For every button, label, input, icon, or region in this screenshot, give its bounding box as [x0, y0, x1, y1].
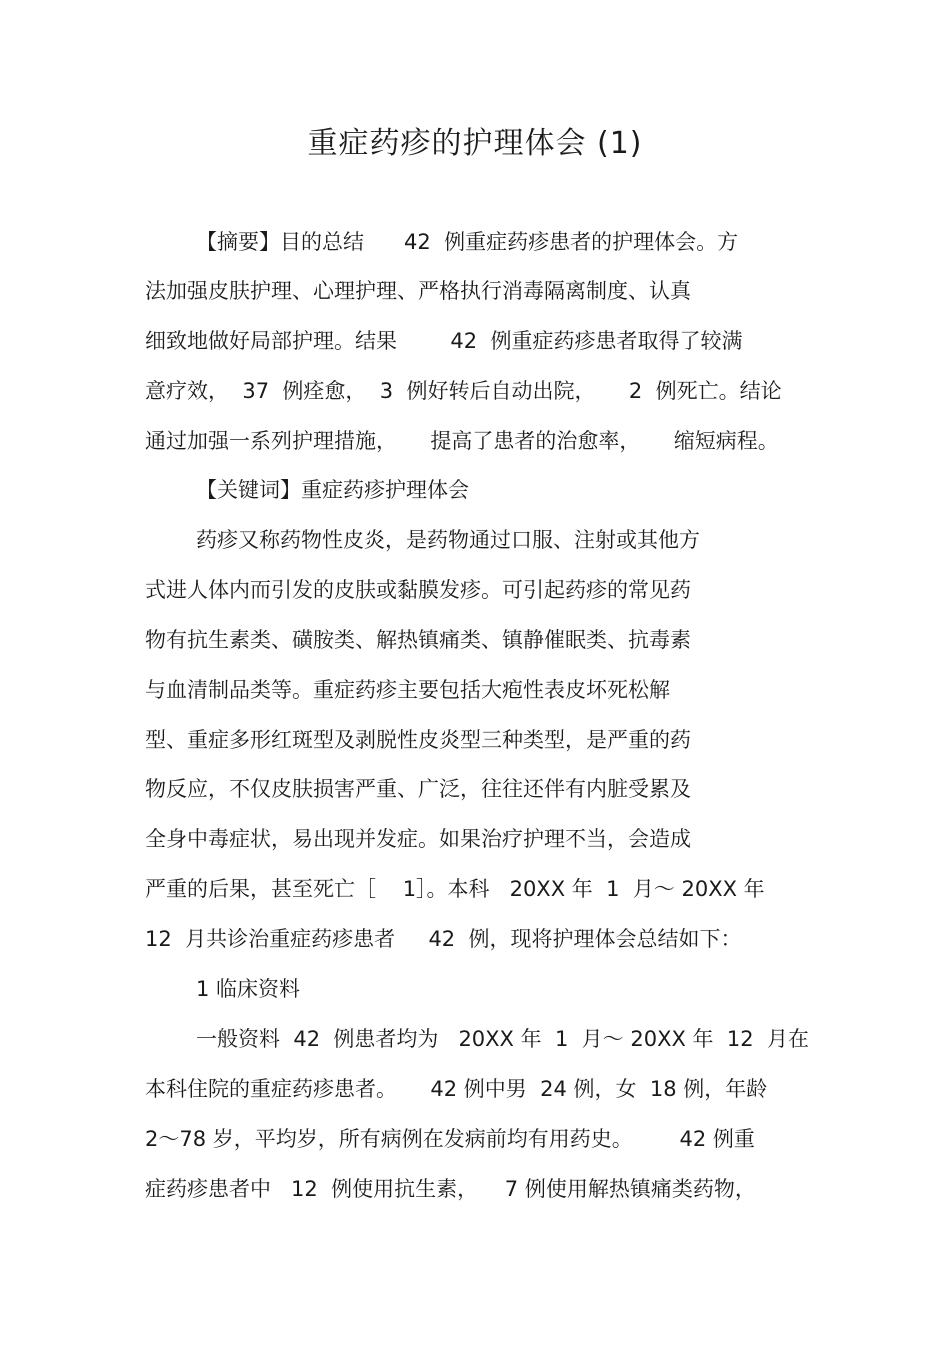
- paragraph-line: 严重的后果，甚至死亡［ 1］。本科 20XX 年 1 月～ 20XX 年: [145, 877, 765, 901]
- paragraph-line: 细致地做好局部护理。结果 42 例重症药疹患者取得了较满: [145, 329, 743, 353]
- paragraph-line-general-data: 一般资料 42 例患者均为 20XX 年 1 月～ 20XX 年 12 月在: [196, 1027, 809, 1051]
- paragraph-line: 2～78 岁，平均岁，所有病例在发病前均有用药史。 42 例重: [145, 1127, 755, 1151]
- document-title: 重症药疹的护理体会 (1): [307, 126, 643, 161]
- paragraph-line: 法加强皮肤护理、心理护理、严格执行消毒隔离制度、认真: [145, 279, 691, 303]
- section-heading-clinical-data: 1 临床资料: [196, 977, 301, 1001]
- paragraph-line: 与血清制品类等。重症药疹主要包括大疱性表皮坏死松解: [145, 678, 670, 702]
- paragraph-line: 本科住院的重症药疹患者。 42 例中男 24 例，女 18 例，年龄: [145, 1077, 768, 1101]
- paragraph-line: 型、重症多形红斑型及剥脱性皮炎型三种类型，是严重的药: [145, 728, 691, 752]
- paragraph-line: 式进人体内而引发的皮肤或黏膜发疹。可引起药疹的常见药: [145, 578, 691, 602]
- paragraph-line: 12 月共诊治重症药疹患者 42 例，现将护理体会总结如下：: [145, 927, 742, 951]
- paragraph-line: 物反应，不仅皮肤损害严重、广泛，往往还伴有内脏受累及: [145, 777, 691, 801]
- paragraph-line: 症药疹患者中 12 例使用抗生素， 7 例使用解热镇痛类药物，: [145, 1177, 756, 1201]
- paragraph-line-intro: 药疹又称药物性皮炎，是药物通过口服、注射或其他方: [196, 528, 700, 552]
- paragraph-line-abstract: 【摘要】目的总结 42 例重症药疹患者的护理体会。方: [196, 230, 739, 254]
- paragraph-line: 意疗效， 37 例痊愈， 3 例好转后自动出院， 2 例死亡。结论: [145, 379, 782, 403]
- paragraph-line: 物有抗生素类、磺胺类、解热镇痛类、镇静催眠类、抗毒素: [145, 628, 691, 652]
- paragraph-line: 通过加强一系列护理措施， 提高了患者的治愈率， 缩短病程。: [145, 429, 779, 453]
- paragraph-line: 全身中毒症状，易出现并发症。如果治疗护理不当，会造成: [145, 827, 691, 851]
- keywords-line: 【关键词】重症药疹护理体会: [196, 478, 469, 502]
